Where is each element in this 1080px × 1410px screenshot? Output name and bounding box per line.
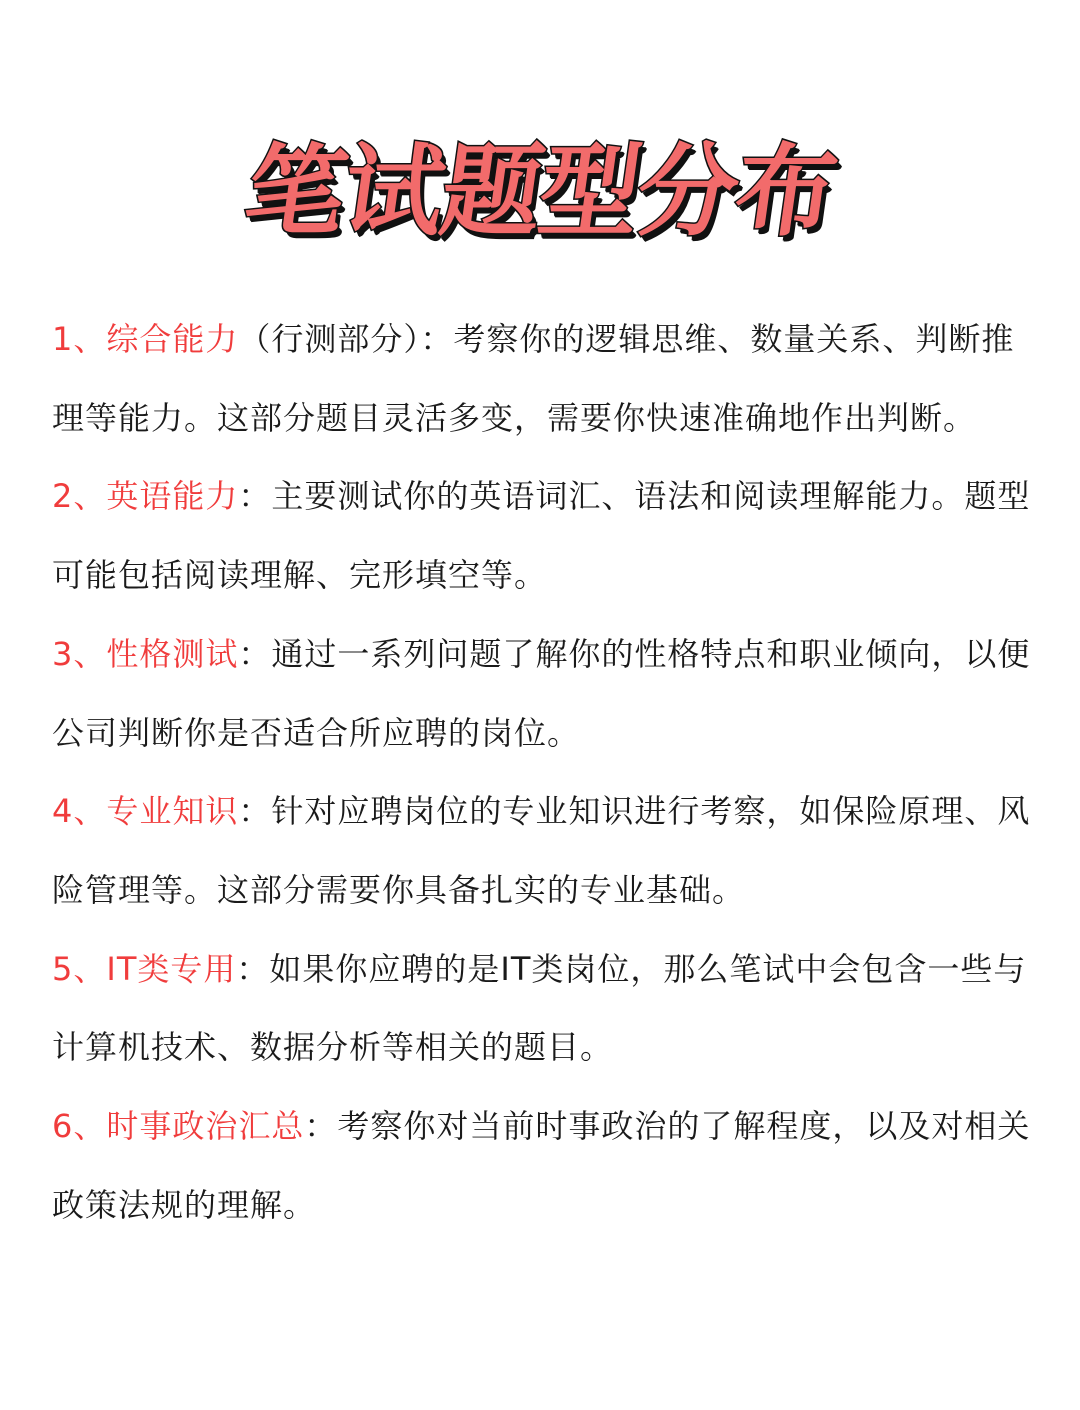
item-heading-text: 性格测试 — [106, 634, 239, 673]
item-body: （行测部分）：考察你的逻辑思维、数量关系、判断推理等能力。这部分题目灵活多变，需要你快速准确地作出判断。 — [52, 320, 1015, 437]
item-body: ：主要测试你的英语词汇、语法和阅读理解能力。题型可能包括阅读理解、完形填空等。 — [52, 477, 1031, 595]
item-number: 6、 — [52, 1107, 107, 1146]
list-item — [52, 772, 1042, 929]
item-heading — [52, 1107, 304, 1145]
item-number: 3、 — [52, 634, 107, 673]
page-title: 笔试题型分布 — [237, 133, 843, 250]
item-body: ：通过一系列问题了解你的性格特点和职业倾向，以便公司判断你是否适合所应聘的岗位。 — [52, 634, 1031, 752]
item-body: ：考察你对当前时事政治的了解程度，以及对相关政策法规的理解。 — [52, 1107, 1031, 1224]
item-body: ：针对应聘岗位的专业知识进行考察，如保险原理、风险管理等。这部分需要你具备扎实的专业基础。 — [52, 792, 1031, 909]
item-number: 4、 — [52, 792, 107, 831]
item-heading — [52, 477, 238, 515]
list-item — [52, 1087, 1042, 1244]
item-heading — [52, 320, 238, 358]
item-heading — [52, 792, 238, 830]
item-number: 1、 — [52, 320, 107, 358]
item-number: 2、 — [52, 477, 107, 516]
item-number: 5、 — [52, 949, 107, 988]
list-item — [52, 457, 1042, 614]
item-heading-text: 英语能力 — [106, 477, 239, 516]
item-heading-text: 综合能力 — [106, 320, 239, 358]
list-item — [52, 930, 1042, 1087]
item-list — [52, 300, 1042, 1244]
item-body: ：如果你应聘的是IT类岗位，那么笔试中会包含一些与计算机技术、数据分析等相关的题目。 — [52, 949, 1027, 1067]
item-heading-text: IT类专用 — [106, 949, 237, 988]
item-heading — [52, 950, 236, 988]
list-item — [52, 300, 1042, 457]
item-heading — [52, 635, 238, 673]
item-heading-text: 时事政治汇总 — [106, 1107, 305, 1146]
title-container — [0, 132, 1080, 252]
item-heading-text: 专业知识 — [106, 792, 239, 831]
list-item — [52, 615, 1042, 772]
